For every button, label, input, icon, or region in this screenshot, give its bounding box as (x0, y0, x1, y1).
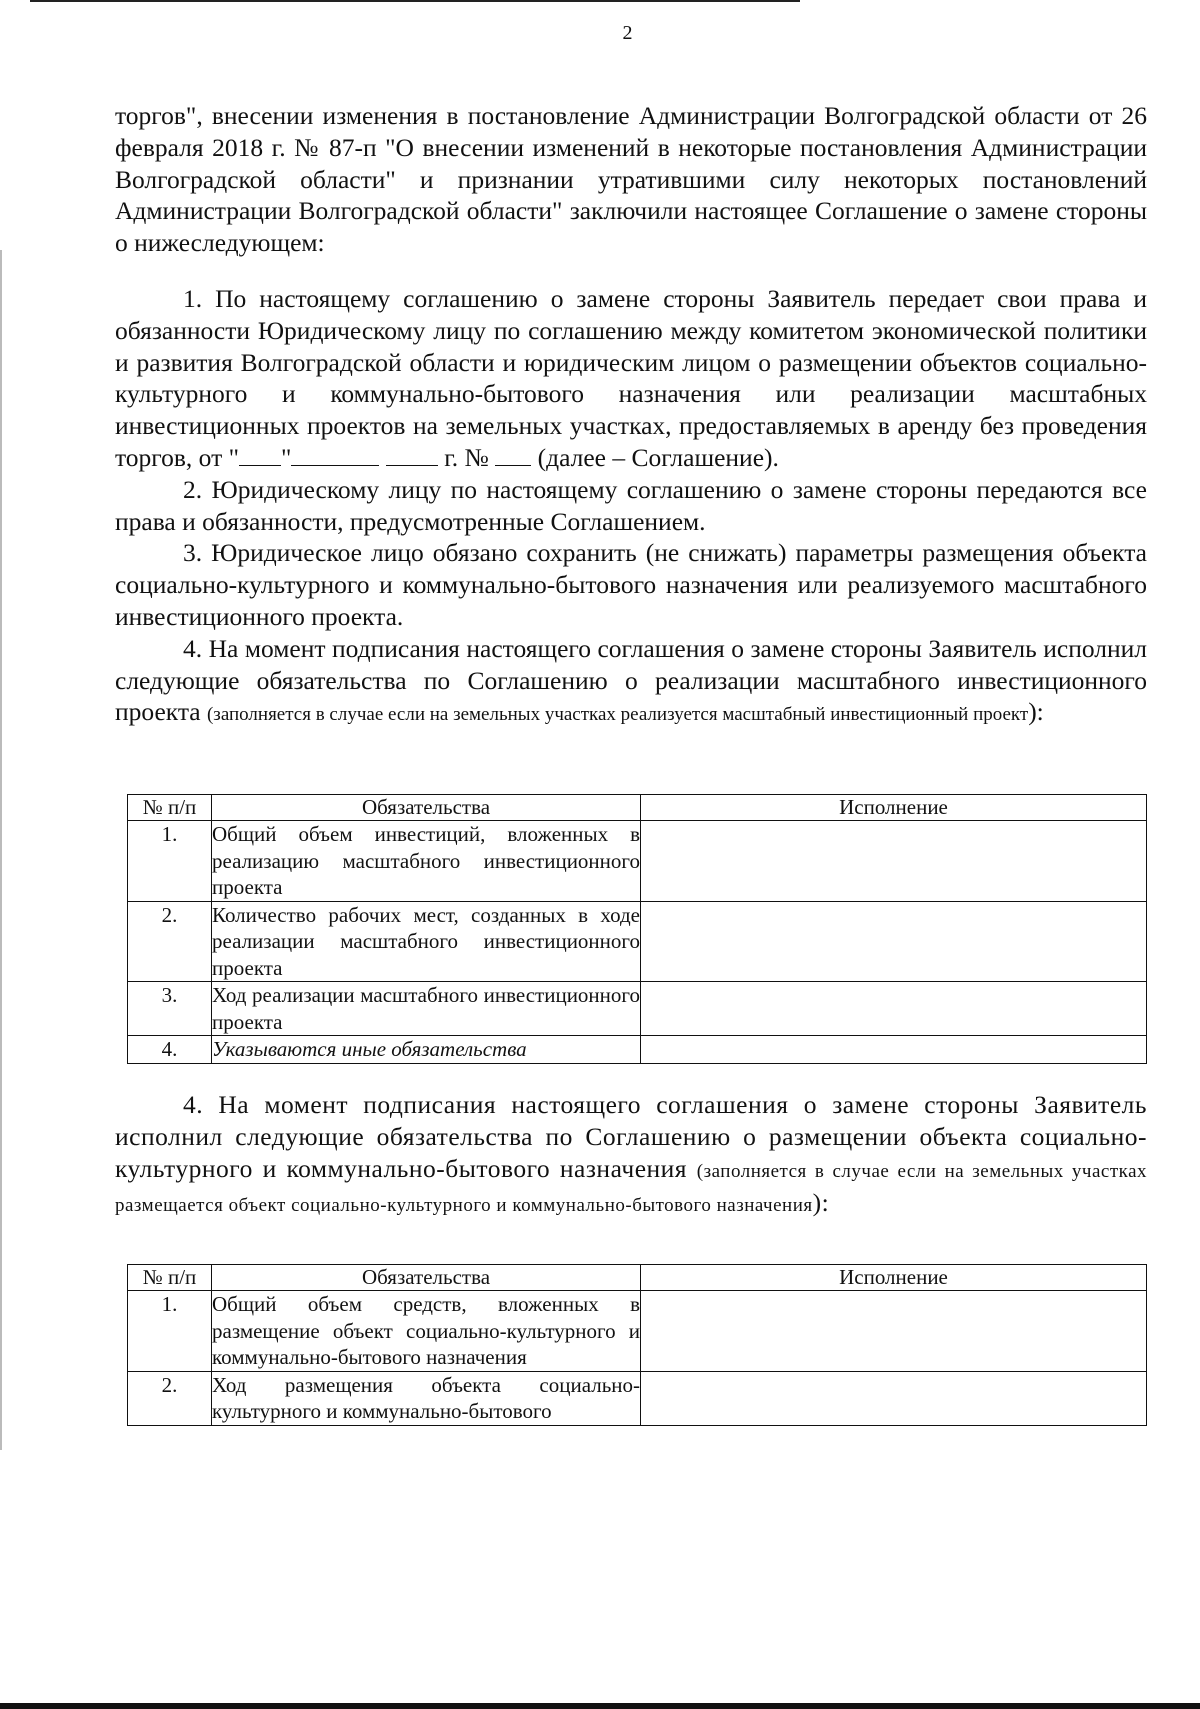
clause-1-text: 1. По настоящему соглашению о замене стороны Заявитель передает свои права и обязанности Юридическому лицу по соглашению между комитетом экономической политики и развития Волгоградской области и юридическим лицом о размещении объектов социально-культурного и коммунально-бытового назначения или реализации масштабных инвестиционных проектов на земельных участках, предоставляемых в аренду без проведения торгов, от " (115, 284, 1147, 472)
scan-edge-top (30, 0, 800, 2)
row-num: 3. (128, 982, 212, 1036)
row-num: 1. (128, 821, 212, 902)
year-blank (386, 443, 438, 466)
header-execution: Исполнение (641, 795, 1147, 821)
month-blank (291, 443, 379, 466)
clause-1-year-suffix: г. (444, 442, 459, 472)
clauses-section (115, 283, 1147, 731)
clause-4a (115, 633, 1147, 731)
table-row (128, 1291, 1147, 1372)
clause-4a-text: 4. На момент подписания настоящего соглашения о замене стороны Заявитель исполнил следующие обязательства по Соглашению о реализации масштабного инвестиционного проекта (115, 633, 1147, 727)
row-execution (641, 982, 1147, 1036)
clause-2: 2. Юридическому лицу по настоящему соглашению о замене стороны передаются все права и обязанности, предусмотренные Соглашением. (115, 474, 1147, 536)
page-number: 2 (622, 22, 633, 44)
row-execution (641, 1036, 1147, 1064)
table-row (128, 901, 1147, 982)
investment-obligations-table (127, 794, 1147, 1064)
scan-edge-bottom (0, 1703, 1200, 1709)
row-execution (641, 901, 1147, 982)
row-obligation: Ход размещения объекта социально-культурного и коммунально-бытового (212, 1372, 640, 1423)
clause-4b-text: 4. На момент подписания настоящего соглашения о замене стороны Заявитель исполнил следующие обязательства по Соглашению о размещении объекта социально-культурного и коммунально-бытового назначения (115, 1090, 1147, 1183)
row-execution (641, 821, 1147, 902)
row-num: 2. (128, 1371, 212, 1425)
table-header-row (128, 1265, 1147, 1291)
row-num: 2. (128, 901, 212, 982)
row-obligation: Общий объем инвестиций, вложенных в реализацию масштабного инвестиционного проекта (212, 822, 640, 899)
clause-4b-end: ): (812, 1188, 830, 1218)
clause-4b (115, 1089, 1147, 1222)
table-row (128, 1036, 1147, 1064)
facility-obligations-table (127, 1264, 1147, 1426)
row-execution (641, 1371, 1147, 1425)
intro-paragraph (115, 100, 1147, 259)
table-header-row (128, 795, 1147, 821)
header-execution: Исполнение (641, 1265, 1147, 1291)
header-obligation: Обязательства (212, 1265, 641, 1291)
table-row (128, 821, 1147, 902)
row-execution (641, 1291, 1147, 1372)
header-obligation: Обязательства (212, 795, 641, 821)
row-obligation: Количество рабочих мест, созданных в ходе реализации масштабного инвестиционного проекта (212, 902, 640, 980)
row-obligation: Общий объем средств, вложенных в размещение объект социально-культурного и коммунально-бытового назначения (212, 1292, 640, 1369)
table-row (128, 982, 1147, 1036)
clause-1-quote-close: " (281, 442, 292, 472)
scan-edge-left (0, 250, 2, 1450)
table-row (128, 1371, 1147, 1425)
clause-4b-section (115, 1089, 1147, 1222)
clause-3: 3. Юридическое лицо обязано сохранить (не снижать) параметры размещения объекта социально-культурного и коммунально-бытового назначения или реализуемого масштабного инвестиционного проекта. (115, 538, 1147, 631)
clause-4b-note: (заполняется в случае если на земельных участках размещается объект социально-культурного и коммунально-бытового назначения (115, 1160, 1148, 1217)
header-num: № п/п (128, 795, 212, 821)
row-obligation: Ход реализации масштабного инвестиционного проекта (212, 983, 640, 1034)
number-blank (495, 443, 531, 466)
row-num: 4. (128, 1036, 212, 1064)
row-obligation: Указываются иные обязательства (212, 1036, 641, 1064)
clause-1-tail: (далее – Соглашение). (537, 442, 779, 472)
header-num: № п/п (128, 1265, 212, 1291)
row-num: 1. (128, 1291, 212, 1372)
clause-1-number-sign: № (464, 442, 489, 472)
clause-1 (115, 283, 1147, 474)
day-blank (239, 443, 281, 466)
clause-4a-end: ): (1028, 697, 1044, 727)
clause-4a-note: (заполняется в случае если на земельных участках реализуется масштабный инвестиционный проект (206, 704, 1029, 726)
intro-text: торгов", внесении изменения в постановление Администрации Волгоградской области от 26 февраля 2018 г. № 87-п "О внесении изменений в некоторые постановления Администрации Волгоградской области" и признании утратившими силу некоторых постановлений Администрации Волгоградской области" заключили настоящее Соглашение о замене стороны о нижеследующем: (115, 101, 1147, 258)
